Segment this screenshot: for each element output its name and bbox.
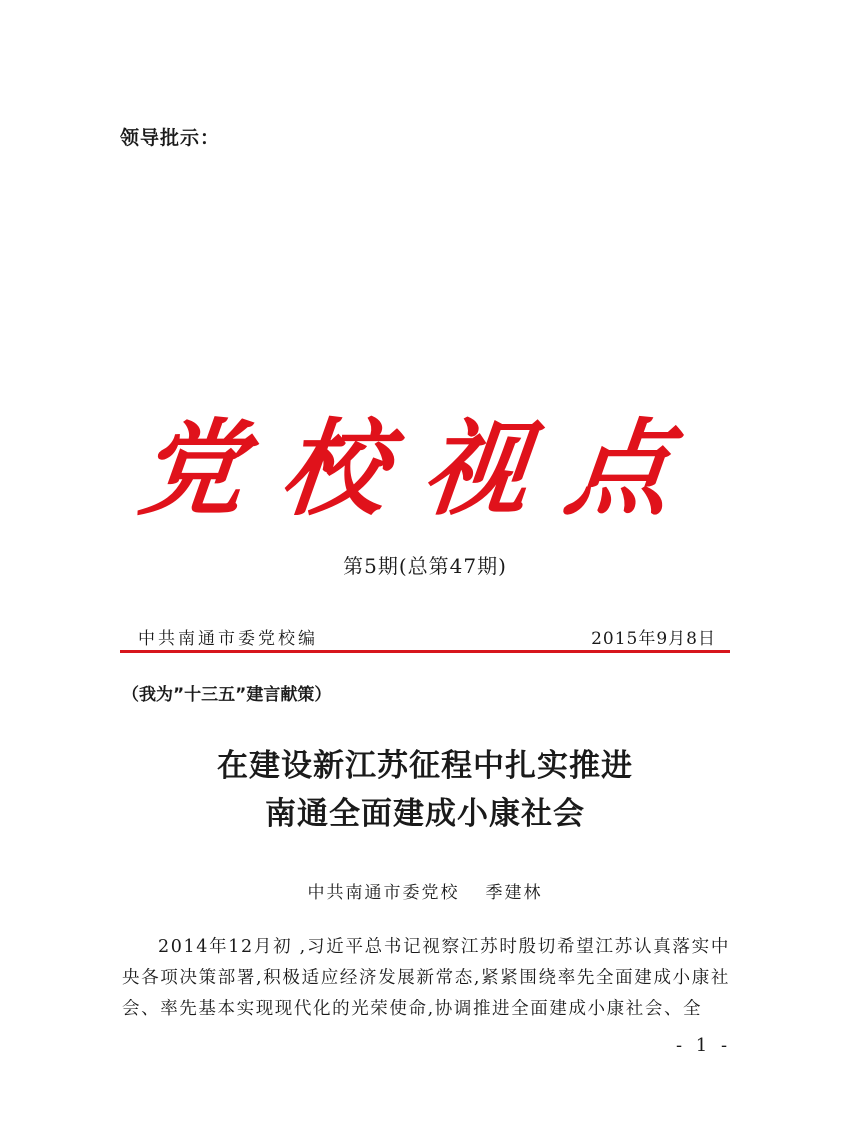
page-number: - 1 - [676, 1035, 732, 1056]
byline-org: 中共南通市委党校 [307, 883, 460, 903]
column-tag: （我为”十三五”建言献策） [122, 685, 332, 705]
article-title [0, 742, 850, 838]
issue-number: 第5期(总第47期) [343, 554, 507, 578]
publication-date: 2015年9月8日 [591, 629, 716, 649]
article-title-line-1: 在建设新江苏征程中扎实推进 [217, 748, 633, 784]
byline [0, 878, 850, 903]
article-title-line-2: 南通全面建成小康社会 [265, 796, 585, 832]
publication-meta-row [120, 624, 730, 650]
red-divider [120, 650, 730, 653]
article-body: 2014年12月初 ,习近平总书记视察江苏时殷切希望江苏认真落实中央各项决策部署,积极适应经济发展新常态,紧紧围绕率先全面建成小康社会、率先基本实现现代化的光荣使命,协调推进全面建成小康社会、全 [122, 937, 730, 1019]
leader-instruction-label: 领导批示： [120, 127, 221, 149]
publisher: 中共南通市委党校编 [138, 629, 318, 649]
masthead-title: 党校视点 [133, 407, 715, 530]
byline-author: 季建林 [485, 883, 543, 903]
